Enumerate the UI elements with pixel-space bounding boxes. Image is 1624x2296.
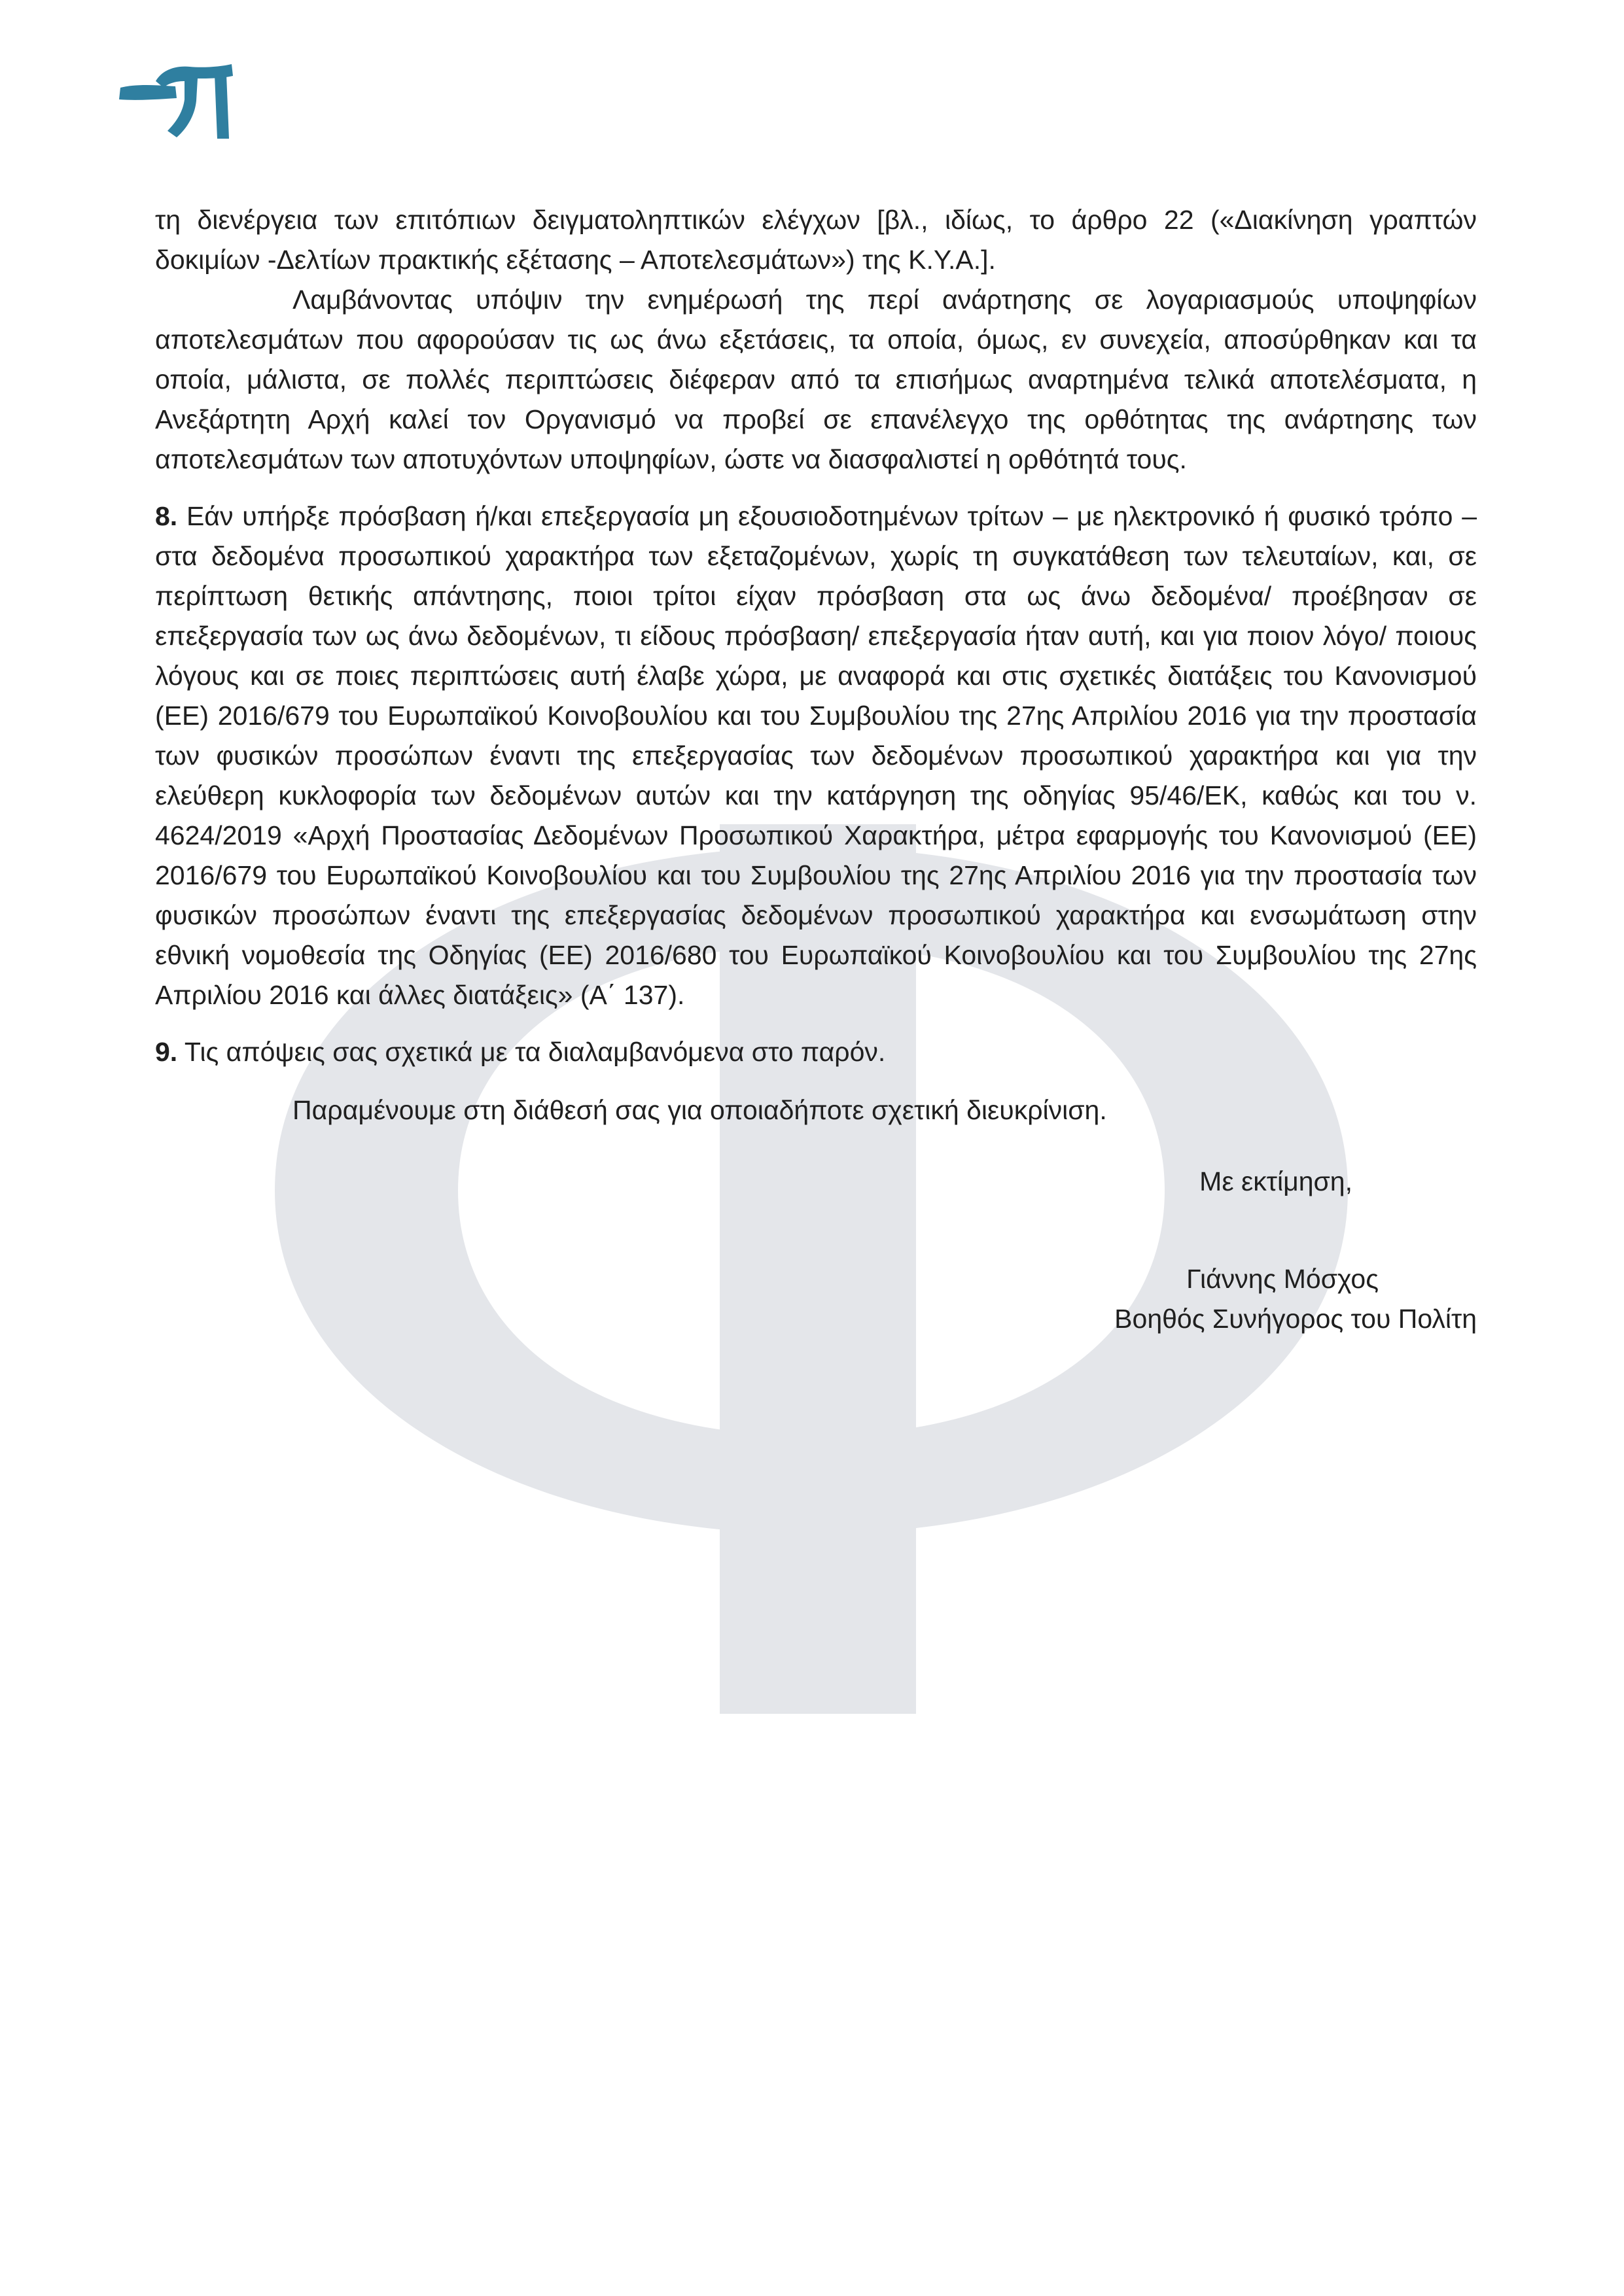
closing-availability: Παραμένουμε στη διάθεσή σας για οποιαδήποτε σχετική διευκρίνιση. [292,1095,1107,1125]
paragraph-continuation: τη διενέργεια των επιτόπιων δειγματοληπτικών ελέγχων [βλ., ιδίως, το άρθρο 22 («Διακίνηση γραπτών δοκιμίων -Δελτίων πρακτικής εξέτασης – Αποτελεσμάτων») της Κ.Υ.Α.]. [155,205,1477,275]
paragraph-item-9 [155,1032,1477,1072]
item-9-number: 9. [155,1037,178,1067]
paragraph-results-recheck: Λαμβάνοντας υπόψιν την ενημέρωσή της περί ανάρτησης σε λογαριασμούς υποψηφίων αποτελεσμάτων που αφορούσαν τις ως άνω εξετάσεις, τα οποία, όμως, εν συνεχεία, αποσύρθηκαν και τα οποία, μάλιστα, σε πολλές περιπτώσεις διέφεραν από τα επισήμως αναρτημένα τελικά αποτελέσματα, η Ανεξάρτητη Αρχή καλεί τον Οργανισμό να προβεί σε επανέλεγχο της ορθότητας της ανάρτησης των αποτελεσμάτων των αποτυχόντων υποψηφίων, ώστε να διασφαλιστεί η ορθότητά τους. [155,285,1477,474]
item-9-text: Τις απόψεις σας σχετικά με τα διαλαμβανόμενα στο παρόν. [184,1037,886,1067]
letter-body [155,200,1477,1339]
item-8-text: Εάν υπήρξε πρόσβαση ή/και επεξεργασία μη εξουσιοδοτημένων τρίτων – με ηλεκτρονικό ή φυσικό τρόπο – στα δεδομένα προσωπικού χαρακτήρα των εξεταζομένων, χωρίς τη συγκατάθεση των τελευταίων, και, σε περίπτωση θετικής απάντησης, ποιοι τρίτοι είχαν πρόσβαση στα ως άνω δεδομένα/ προέβησαν σε επεξεργασία των ως άνω δεδομένων, τι είδους πρόσβαση/ επεξεργασία ήταν αυτή, και για ποιον λόγο/ ποιους λόγους και σε ποιες περιπτώσεις αυτή έλαβε χώρα, με αναφορά και στις σχετικές διατάξεις του Κανονισμού (ΕΕ) 2016/679 του Ευρωπαϊκού Κοινοβουλίου και του Συμβουλίου της 27ης Απριλίου 2016 για την προστασία των φυσικών προσώπων έναντι της επεξεργασίας των δεδομένων προσωπικού χαρακτήρα και για την ελεύθερη κυκλοφορία των δεδομένων αυτών και την κατάργηση της οδηγίας 95/46/ΕΚ, καθώς και του ν. 4624/2019 «Αρχή Προστασίας Δεδομένων Προσωπικού Χαρακτήρα, μέτρα εφαρμογής του Κανονισμού (ΕΕ) 2016/679 του Ευρωπαϊκού Κοινοβουλίου και του Συμβουλίου της 27ης Απριλίου 2016 για την προστασία των φυσικών προσώπων έναντι της επεξεργασίας δεδομένων προσωπικού χαρακτήρα και ενσωμάτωση στην εθνική νομοθεσία της Οδηγίας (ΕΕ) 2016/680 του Ευρωπαϊκού Κοινοβουλίου και του Συμβουλίου της 27ης Απριλίου 2016 και άλλες διατάξεις» (Α΄ 137). [155,501,1477,1010]
signatory-role: Βοηθός Συνήγορος του Πολίτη [1114,1304,1477,1334]
item-8-number: 8. [155,501,178,531]
paragraph-item-8 [155,496,1477,1015]
closing-regards: Με εκτίμηση, [1199,1166,1352,1196]
signatory-name: Γιάννης Μόσχος [1186,1264,1379,1294]
ombudsman-logo-icon [116,61,241,143]
